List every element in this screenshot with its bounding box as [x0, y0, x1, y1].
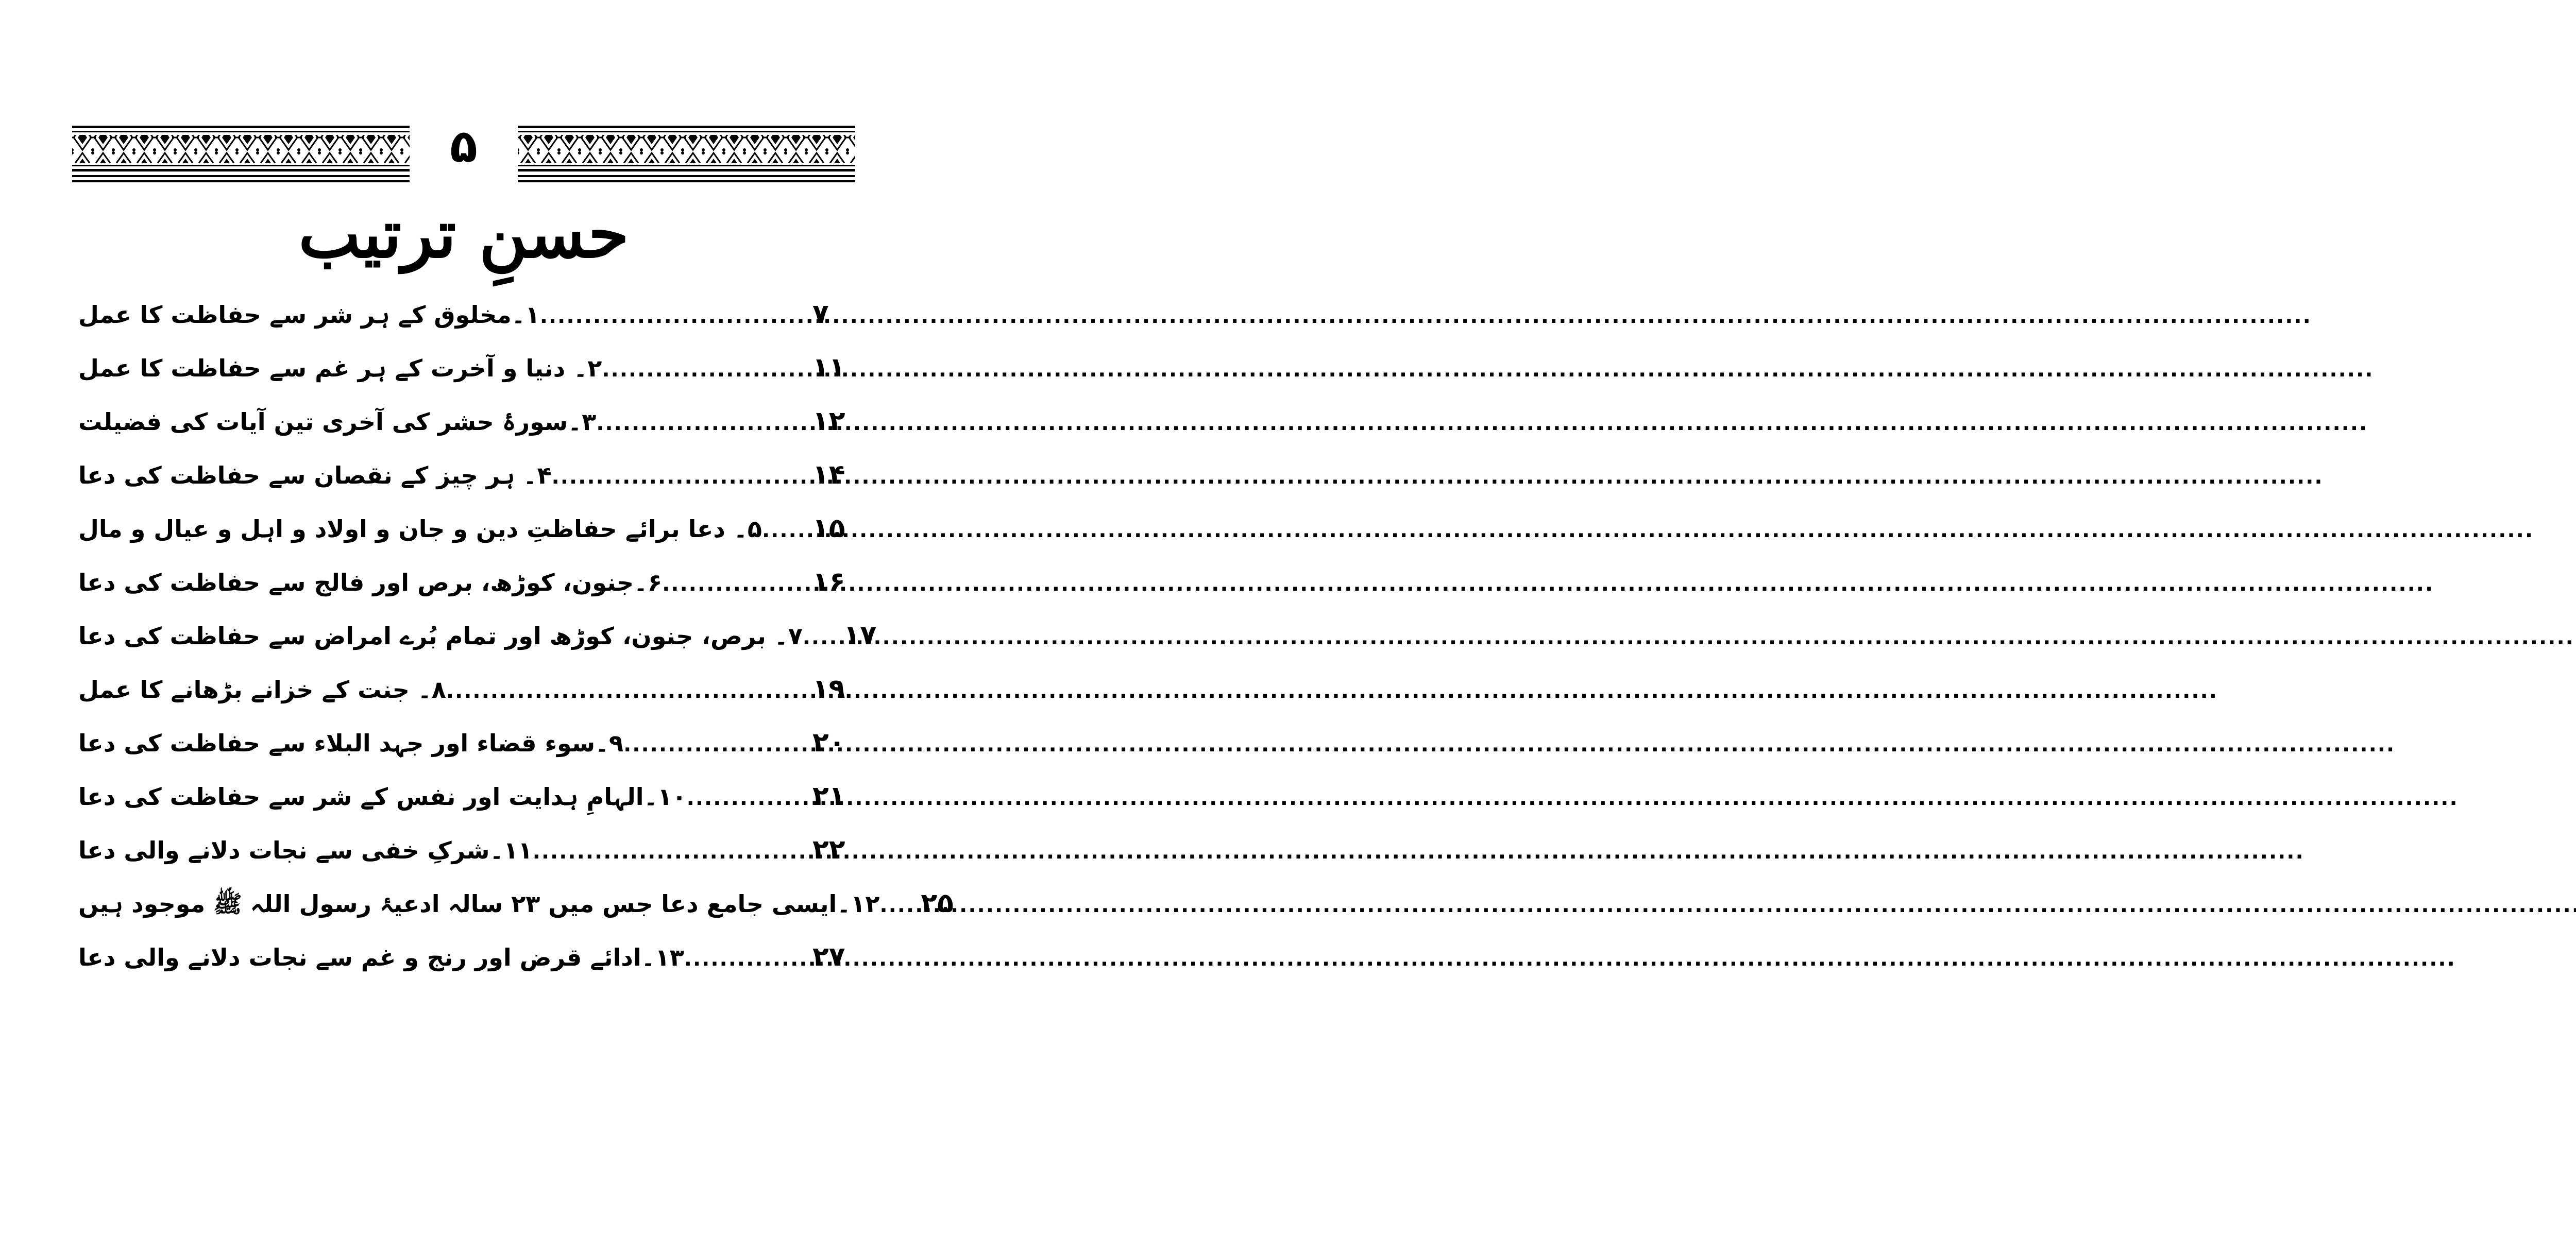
toc-entry[interactable] — [66, 727, 863, 781]
toc-entry-page-number: ۲۲ — [812, 834, 845, 865]
toc-entry-page-number: ۱۷ — [843, 620, 877, 651]
toc-entry-page-number: ۱۴ — [812, 459, 845, 490]
toc-entry-page-number: ۲۷ — [812, 941, 845, 972]
toc-entry-page-number: ۱۱ — [812, 352, 845, 383]
toc-entry-title: ۵۔ دعا برائے حفاظتِ دین و جان و اولاد و اہل و عیال و مال — [78, 515, 762, 543]
dot-leader — [533, 840, 812, 864]
page-header — [72, 119, 855, 185]
toc-entry[interactable] — [66, 513, 863, 566]
toc-entry-title: ۱۰۔الہامِ ہدایت اور نفس کے شر سے حفاظت کی دعا — [78, 783, 687, 811]
toc-entry[interactable] — [66, 781, 863, 834]
toc-entry[interactable] — [66, 888, 954, 941]
toc-entry[interactable] — [66, 566, 863, 620]
toc-entry-page-number: ۲۱ — [812, 781, 845, 812]
book-page — [0, 0, 954, 1236]
toc-entry-page-number: ۲۰ — [812, 727, 845, 758]
toc-entry-title: ۶۔جنون، کوڑھ، برص اور فالج سے حفاظت کی دعا — [78, 569, 663, 596]
dot-leader — [687, 786, 812, 810]
dot-leader — [879, 894, 921, 917]
toc-entry-title: ۴۔ ہر چیز کے نقصان سے حفاظت کی دعا — [78, 461, 552, 489]
page-number: ۵ — [450, 119, 478, 173]
dot-leader — [596, 411, 812, 435]
toc-entry-title: ۱۔مخلوق کے ہر شر سے حفاظت کا عمل — [78, 301, 540, 329]
toc-entry[interactable] — [66, 406, 863, 459]
dot-leader — [446, 679, 812, 703]
toc-entry-page-number: ۱۹ — [812, 674, 845, 705]
toc-entry[interactable] — [66, 299, 863, 352]
dot-leader — [662, 572, 812, 596]
toc-entry[interactable] — [66, 834, 863, 888]
toc-entry-page-number: ۱۲ — [812, 406, 845, 437]
dot-leader — [762, 519, 812, 542]
toc-entry-title: ۱۲۔ایسی جامع دعا جس میں ۲۳ سالہ ادعیۂ رسول اللہ ﷺ موجود ہیں — [78, 890, 880, 918]
toc-entry[interactable] — [66, 941, 863, 995]
dot-leader — [602, 358, 812, 382]
toc-entry-title: ۹۔سوء قضاء اور جہد البلاء سے حفاظت کی دعا — [78, 729, 624, 757]
dot-leader — [552, 465, 812, 489]
toc-entry-title: ۱۳۔ادائے قرض اور رنج و غم سے نجات دلانے والی دعا — [78, 943, 684, 971]
toc-entry-title: ۷۔ برص، جنون، کوڑھ اور تمام بُرے امراض سے حفاظت کی دعا — [78, 622, 803, 650]
toc-entry-title: ۱۱۔شرکِ خفی سے نجات دلانے والی دعا — [78, 836, 533, 864]
dot-leader — [684, 947, 812, 971]
toc-entry[interactable] — [66, 459, 863, 513]
toc-entry[interactable] — [66, 620, 877, 674]
dot-leader — [540, 304, 812, 328]
dot-leader — [623, 733, 812, 757]
toc-entry-title: ۲۔ دنیا و آخرت کے ہر غم سے حفاظت کا عمل — [78, 354, 602, 382]
ornament-border-left — [72, 124, 410, 185]
toc-entry-page-number: ۱۵ — [812, 513, 845, 544]
toc-entry[interactable] — [66, 674, 863, 727]
toc-entry-page-number: ۱۶ — [812, 566, 845, 597]
ornament-border-right — [518, 124, 855, 185]
toc-entry-title: ۸۔ جنت کے خزانے بڑھانے کا عمل — [78, 676, 446, 703]
toc-entry-title: ۳۔سورۂ حشر کی آخری تین آیات کی فضیلت — [78, 408, 597, 436]
table-of-contents — [66, 299, 954, 995]
page-title: حسنِ ترتیب — [298, 196, 629, 273]
toc-entry-page-number: ۷ — [812, 299, 829, 330]
toc-entry[interactable] — [66, 352, 863, 406]
toc-entry-page-number: ۲۵ — [921, 888, 954, 919]
dot-leader — [803, 626, 844, 649]
